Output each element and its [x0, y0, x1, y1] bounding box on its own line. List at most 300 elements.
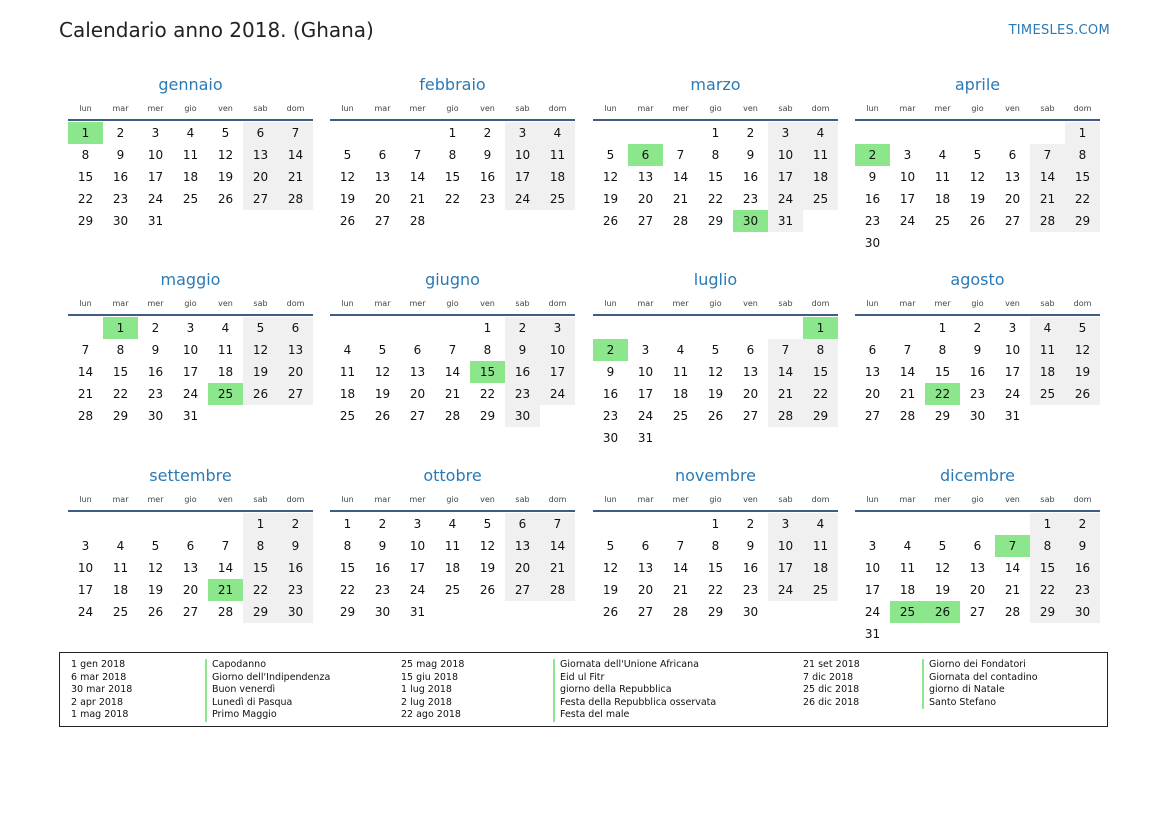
day-cell: 4: [803, 513, 838, 535]
weekday-label: ven: [480, 495, 495, 504]
weekday-label: ven: [1005, 104, 1020, 113]
day-cell: 16: [742, 561, 759, 575]
weekday-label: sab: [778, 299, 793, 308]
legend-holiday-name: Giorno dei Fondatori: [929, 659, 1026, 670]
day-cell: 15: [1030, 557, 1065, 579]
day-cell: 20: [374, 192, 391, 206]
day-cell: 1: [711, 517, 720, 531]
day-cell: 5: [151, 539, 160, 553]
empty-cell: [208, 513, 243, 535]
day-cell: 24: [864, 605, 881, 619]
weekday-label: gio: [446, 495, 459, 504]
day-cell: 1: [1030, 513, 1065, 535]
day-cell: 21: [540, 557, 575, 579]
day-grid: [855, 513, 1100, 645]
day-cell: 29: [707, 214, 724, 228]
day-cell: 26: [374, 409, 391, 423]
day-cell: 13: [409, 365, 426, 379]
day-cell: 7: [676, 148, 685, 162]
day-cell: 27: [182, 605, 199, 619]
empty-cell: [365, 317, 400, 339]
month-divider: [593, 119, 838, 121]
day-cell: 7: [448, 343, 457, 357]
day-cell: 29: [1030, 601, 1065, 623]
month-marzo: [593, 74, 838, 232]
day-cell: 7: [540, 513, 575, 535]
day-cell: 20: [278, 361, 313, 383]
day-cell: 22: [1065, 188, 1100, 210]
day-cell: 30: [864, 236, 881, 250]
empty-cell: [593, 513, 628, 535]
day-cell: 13: [637, 170, 654, 184]
legend-date: 7 dic 2018: [803, 671, 854, 683]
month-divider: [68, 119, 313, 121]
weekday-label: dom: [1073, 495, 1092, 504]
weekday-label: gio: [446, 299, 459, 308]
day-cell: 25: [803, 579, 838, 601]
day-cell: 19: [243, 361, 278, 383]
day-cell: 2: [483, 126, 492, 140]
day-cell: 13: [374, 170, 391, 184]
weekday-label: lun: [604, 495, 617, 504]
empty-cell: [925, 122, 960, 144]
day-cell: 24: [1004, 387, 1021, 401]
weekday-label: sab: [1040, 104, 1055, 113]
month-name: ottobre: [423, 466, 482, 485]
day-cell: 5: [483, 517, 492, 531]
legend-holiday-name: giorno della Repubblica: [560, 684, 672, 695]
day-cell: 27: [374, 214, 391, 228]
month-name: giugno: [425, 270, 480, 289]
day-cell: 10: [77, 561, 94, 575]
day-cell: 4: [343, 343, 352, 357]
day-cell: 27: [505, 579, 540, 601]
day-cell: 10: [409, 539, 426, 553]
day-grid: [855, 122, 1100, 254]
day-cell: 3: [868, 539, 877, 553]
weekday-label: dom: [286, 495, 305, 504]
day-cell: 19: [602, 192, 619, 206]
day-cell: 6: [243, 122, 278, 144]
day-cell: 26: [969, 214, 986, 228]
day-cell: 29: [77, 214, 94, 228]
holiday-cell: 21: [208, 579, 243, 601]
empty-cell: [698, 317, 733, 339]
legend-date: 15 giu 2018: [401, 671, 458, 683]
day-cell: 5: [606, 148, 615, 162]
day-cell: 15: [707, 170, 724, 184]
month-febbraio: [330, 74, 575, 232]
day-cell: 20: [742, 387, 759, 401]
day-cell: 30: [1065, 601, 1100, 623]
day-cell: 12: [602, 561, 619, 575]
day-cell: 11: [182, 148, 199, 162]
day-cell: 29: [803, 405, 838, 427]
day-cell: 15: [934, 365, 951, 379]
day-cell: 26: [217, 192, 234, 206]
day-cell: 30: [112, 214, 129, 228]
day-cell: 9: [378, 539, 387, 553]
day-cell: 3: [768, 122, 803, 144]
day-cell: 6: [378, 148, 387, 162]
day-cell: 28: [1004, 605, 1021, 619]
weekday-label: dom: [811, 495, 830, 504]
weekday-label: gio: [184, 495, 197, 504]
day-cell: 17: [637, 387, 654, 401]
day-cell: 14: [217, 561, 234, 575]
weekday-label: ven: [743, 104, 758, 113]
empty-cell: [890, 317, 925, 339]
legend-names: [205, 659, 330, 722]
day-cell: 8: [711, 539, 720, 553]
month-divider: [330, 314, 575, 316]
day-cell: 4: [186, 126, 195, 140]
day-cell: 27: [742, 409, 759, 423]
day-cell: 25: [803, 188, 838, 210]
legend-date: 6 mar 2018: [71, 671, 127, 683]
legend-dates: [803, 659, 860, 709]
day-cell: 9: [746, 539, 755, 553]
day-cell: 18: [182, 170, 199, 184]
empty-cell: [330, 122, 365, 144]
day-cell: 23: [147, 387, 164, 401]
day-cell: 27: [278, 383, 313, 405]
month-name: luglio: [693, 270, 738, 289]
day-cell: 12: [339, 170, 356, 184]
day-cell: 15: [707, 561, 724, 575]
day-cell: 14: [278, 144, 313, 166]
day-cell: 6: [413, 343, 422, 357]
day-cell: 26: [243, 383, 278, 405]
weekday-label: mer: [147, 495, 164, 504]
day-cell: 25: [112, 605, 129, 619]
holiday-cell: 25: [890, 601, 925, 623]
day-cell: 13: [182, 561, 199, 575]
weekday-label: mer: [672, 299, 689, 308]
month-ottobre: [330, 465, 575, 623]
day-cell: 28: [217, 605, 234, 619]
day-cell: 19: [934, 583, 951, 597]
day-cell: 19: [479, 561, 496, 575]
day-cell: 24: [77, 605, 94, 619]
day-cell: 6: [973, 539, 982, 553]
empty-cell: [628, 122, 663, 144]
day-cell: 18: [803, 557, 838, 579]
weekday-label: mer: [672, 495, 689, 504]
empty-cell: [663, 513, 698, 535]
day-cell: 31: [147, 214, 164, 228]
day-cell: 11: [444, 539, 461, 553]
day-cell: 7: [278, 122, 313, 144]
month-name: maggio: [160, 270, 221, 289]
day-cell: 12: [374, 365, 391, 379]
month-agosto: [855, 269, 1100, 427]
day-cell: 20: [505, 557, 540, 579]
legend-dates: [71, 659, 132, 722]
weekday-label: mer: [147, 104, 164, 113]
legend-date: 1 lug 2018: [401, 684, 452, 695]
legend-holiday-name: Capodanno: [212, 659, 267, 670]
weekday-label: dom: [548, 104, 567, 113]
weekday-label: mer: [147, 299, 164, 308]
legend-holiday-name: Lunedì di Pasqua: [212, 696, 293, 708]
day-cell: 13: [1004, 170, 1021, 184]
weekday-label: lun: [79, 104, 92, 113]
weekday-label: ven: [218, 299, 233, 308]
weekday-label: ven: [218, 104, 233, 113]
day-cell: 22: [803, 383, 838, 405]
weekday-label: sab: [1040, 299, 1055, 308]
weekday-label: sab: [778, 495, 793, 504]
day-cell: 22: [339, 583, 356, 597]
weekday-label: dom: [286, 299, 305, 308]
weekday-label: mar: [899, 495, 916, 504]
day-cell: 13: [243, 144, 278, 166]
day-cell: 18: [444, 561, 461, 575]
day-cell: 11: [672, 365, 689, 379]
day-cell: 17: [864, 583, 881, 597]
day-cell: 17: [409, 561, 426, 575]
day-cell: 16: [864, 192, 881, 206]
day-cell: 13: [637, 561, 654, 575]
day-cell: 15: [444, 170, 461, 184]
day-cell: 24: [147, 192, 164, 206]
day-cell: 26: [339, 214, 356, 228]
day-cell: 2: [278, 513, 313, 535]
day-cell: 31: [182, 409, 199, 423]
weekday-header: [855, 491, 1100, 508]
day-cell: 31: [864, 627, 881, 641]
day-cell: 18: [672, 387, 689, 401]
day-cell: 24: [637, 409, 654, 423]
weekday-label: dom: [548, 495, 567, 504]
day-cell: 30: [742, 605, 759, 619]
holiday-cell: 7: [995, 535, 1030, 557]
weekday-label: dom: [811, 104, 830, 113]
day-cell: 22: [444, 192, 461, 206]
weekday-label: gio: [709, 495, 722, 504]
empty-cell: [768, 317, 803, 339]
weekday-label: gio: [446, 104, 459, 113]
weekday-label: mer: [672, 104, 689, 113]
day-cell: 11: [540, 144, 575, 166]
month-divider: [330, 119, 575, 121]
weekday-header: [330, 100, 575, 117]
day-cell: 30: [374, 605, 391, 619]
month-settembre: [68, 465, 313, 623]
day-cell: 9: [505, 339, 540, 361]
day-cell: 23: [969, 387, 986, 401]
day-cell: 15: [1065, 166, 1100, 188]
day-cell: 12: [147, 561, 164, 575]
day-cell: 7: [413, 148, 422, 162]
weekday-label: ven: [743, 495, 758, 504]
day-cell: 5: [1065, 317, 1100, 339]
day-cell: 19: [339, 192, 356, 206]
day-cell: 6: [641, 539, 650, 553]
day-cell: 30: [278, 601, 313, 623]
day-cell: 19: [602, 583, 619, 597]
day-cell: 2: [973, 321, 982, 335]
day-cell: 21: [1004, 583, 1021, 597]
month-gennaio: [68, 74, 313, 232]
weekday-label: lun: [341, 104, 354, 113]
weekday-label: sab: [515, 299, 530, 308]
day-cell: 2: [746, 126, 755, 140]
day-cell: 12: [1065, 339, 1100, 361]
day-cell: 8: [1065, 144, 1100, 166]
day-cell: 16: [969, 365, 986, 379]
weekday-label: ven: [743, 299, 758, 308]
day-cell: 10: [768, 144, 803, 166]
day-cell: 23: [112, 192, 129, 206]
empty-cell: [995, 513, 1030, 535]
day-cell: 28: [77, 409, 94, 423]
empty-cell: [663, 317, 698, 339]
day-cell: 25: [339, 409, 356, 423]
day-cell: 19: [707, 387, 724, 401]
day-cell: 19: [969, 192, 986, 206]
day-cell: 20: [1004, 192, 1021, 206]
empty-cell: [890, 122, 925, 144]
day-cell: 21: [899, 387, 916, 401]
weekday-header: [593, 100, 838, 117]
day-cell: 11: [339, 365, 356, 379]
day-cell: 17: [768, 166, 803, 188]
empty-cell: [330, 317, 365, 339]
weekday-label: ven: [480, 299, 495, 308]
day-cell: 21: [672, 583, 689, 597]
legend-holiday-name: Buon venerdì: [212, 684, 276, 695]
month-divider: [855, 510, 1100, 512]
empty-cell: [995, 122, 1030, 144]
weekday-label: dom: [811, 299, 830, 308]
day-cell: 10: [182, 343, 199, 357]
day-cell: 18: [899, 583, 916, 597]
day-cell: 23: [602, 409, 619, 423]
weekday-label: ven: [218, 495, 233, 504]
legend-holiday-name: Primo Maggio: [212, 709, 277, 720]
day-cell: 28: [672, 214, 689, 228]
legend-date: 22 ago 2018: [401, 709, 461, 720]
day-cell: 16: [479, 170, 496, 184]
weekday-header: [330, 491, 575, 508]
day-cell: 12: [707, 365, 724, 379]
empty-cell: [400, 122, 435, 144]
holiday-cell: 1: [68, 122, 103, 144]
empty-cell: [628, 513, 663, 535]
day-cell: 28: [899, 409, 916, 423]
day-cell: 12: [243, 339, 278, 361]
day-cell: 2: [505, 317, 540, 339]
day-cell: 29: [479, 409, 496, 423]
holiday-cell: 1: [803, 317, 838, 339]
weekday-header: [68, 491, 313, 508]
day-cell: 23: [742, 583, 759, 597]
day-cell: 1: [243, 513, 278, 535]
weekday-label: mar: [637, 495, 654, 504]
day-cell: 6: [278, 317, 313, 339]
day-cell: 19: [374, 387, 391, 401]
day-cell: 29: [707, 605, 724, 619]
holiday-cell: 22: [925, 383, 960, 405]
weekday-label: mer: [409, 104, 426, 113]
day-cell: 6: [186, 539, 195, 553]
day-cell: 18: [1030, 361, 1065, 383]
legend-holiday-name: giorno di Natale: [929, 684, 1005, 695]
legend-date: 30 mar 2018: [71, 684, 133, 695]
weekday-label: lun: [866, 104, 879, 113]
day-cell: 26: [479, 583, 496, 597]
day-cell: 10: [1004, 343, 1021, 357]
day-cell: 5: [243, 317, 278, 339]
day-cell: 5: [378, 343, 387, 357]
day-cell: 9: [606, 365, 615, 379]
day-cell: 7: [676, 539, 685, 553]
empty-cell: [593, 317, 628, 339]
weekday-label: sab: [253, 104, 268, 113]
day-cell: 9: [483, 148, 492, 162]
day-cell: 24: [182, 387, 199, 401]
page-title: Calendario anno 2018. (Ghana): [59, 18, 374, 42]
day-cell: 16: [147, 365, 164, 379]
day-cell: 8: [343, 539, 352, 553]
day-cell: 18: [217, 365, 234, 379]
weekday-label: mar: [112, 299, 129, 308]
day-cell: 1: [711, 126, 720, 140]
weekday-label: mar: [112, 495, 129, 504]
day-cell: 7: [903, 343, 912, 357]
day-cell: 23: [278, 579, 313, 601]
day-cell: 17: [77, 583, 94, 597]
day-cell: 17: [147, 170, 164, 184]
day-cell: 8: [938, 343, 947, 357]
day-cell: 28: [768, 405, 803, 427]
day-cell: 17: [182, 365, 199, 379]
day-cell: 29: [339, 605, 356, 619]
day-cell: 24: [409, 583, 426, 597]
holiday-cell: 2: [593, 339, 628, 361]
legend-holiday-name: Eid ul Fitr: [560, 671, 605, 683]
empty-cell: [593, 122, 628, 144]
day-grid: [330, 317, 575, 427]
day-cell: 1: [938, 321, 947, 335]
day-grid: [593, 317, 838, 449]
legend-date: 25 dic 2018: [803, 684, 860, 695]
day-cell: 16: [742, 170, 759, 184]
day-cell: 10: [899, 170, 916, 184]
day-cell: 7: [81, 343, 90, 357]
weekday-label: lun: [341, 299, 354, 308]
day-cell: 26: [602, 214, 619, 228]
day-cell: 11: [217, 343, 234, 357]
legend-date: 21 set 2018: [803, 659, 860, 670]
day-cell: 3: [768, 513, 803, 535]
day-cell: 5: [343, 148, 352, 162]
empty-cell: [925, 513, 960, 535]
day-cell: 15: [339, 561, 356, 575]
month-name: novembre: [674, 466, 757, 485]
site-link[interactable]: TIMESLES.COM: [1008, 23, 1110, 38]
month-divider: [855, 119, 1100, 121]
day-grid: [68, 317, 313, 427]
weekday-label: lun: [604, 104, 617, 113]
weekday-label: mar: [637, 104, 654, 113]
day-cell: 24: [768, 579, 803, 601]
day-cell: 6: [1008, 148, 1017, 162]
month-name: settembre: [149, 466, 232, 485]
empty-cell: [855, 122, 890, 144]
